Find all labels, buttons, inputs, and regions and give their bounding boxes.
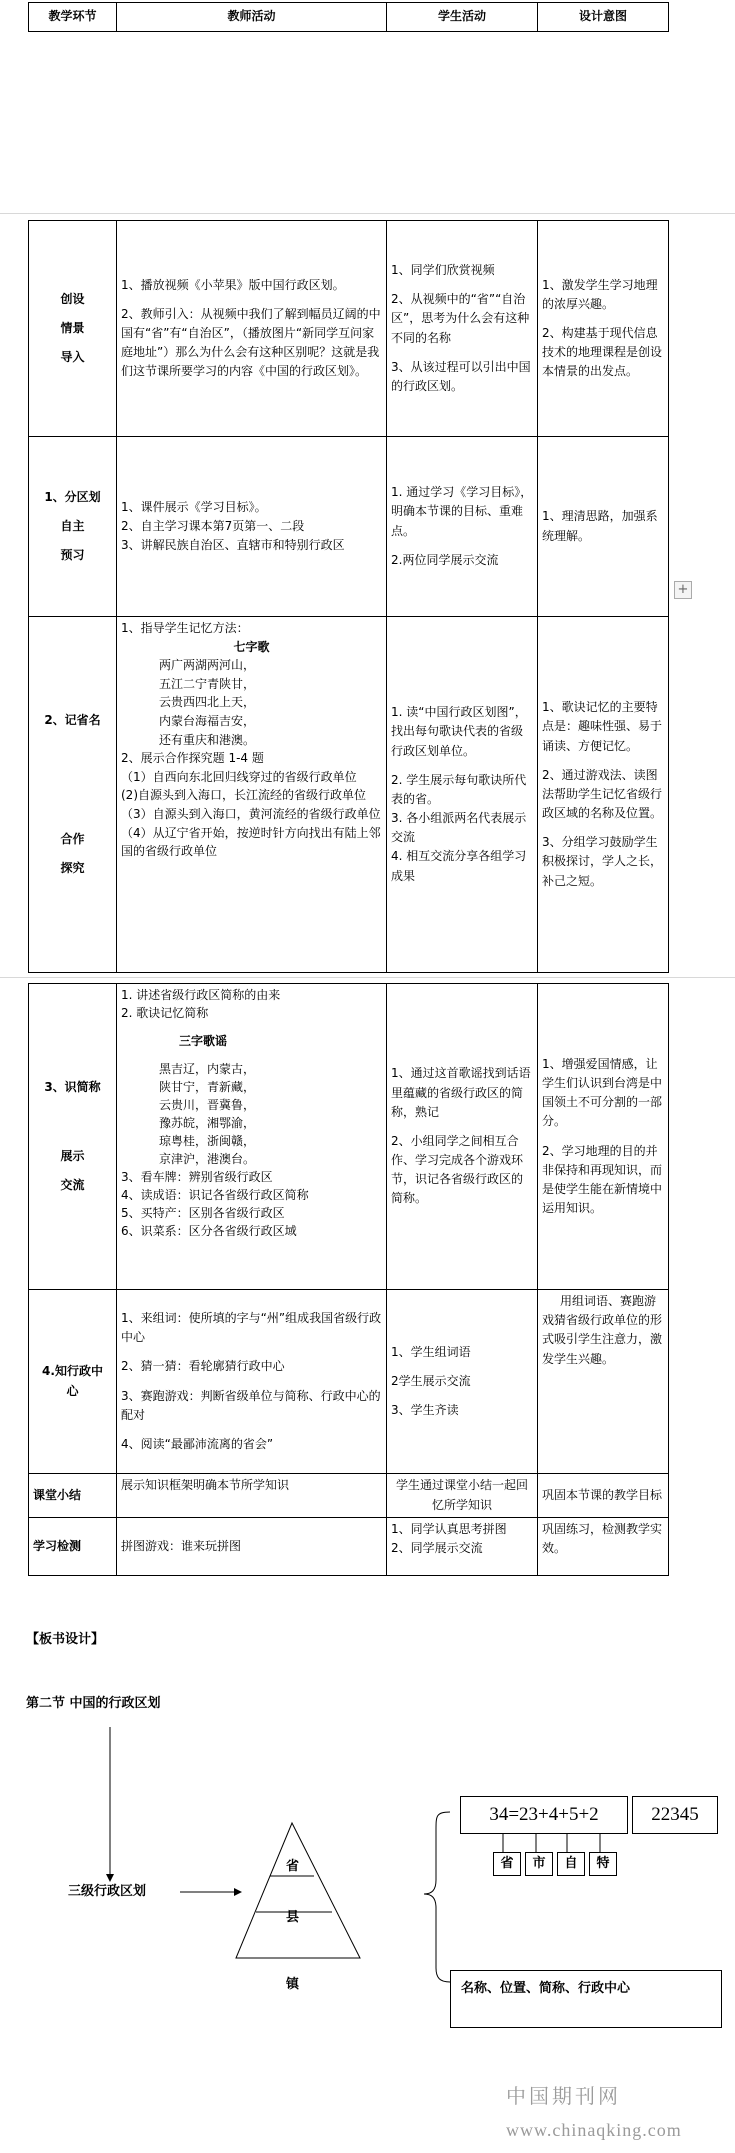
- student-item: 3、学生齐读: [391, 1403, 459, 1418]
- poem-line: 京津沪，港澳台。: [159, 1152, 256, 1166]
- board-title: 第二节 中国的行政区划: [26, 1696, 161, 1711]
- board-heading: 【板书设计】: [26, 1632, 105, 1647]
- stage-text: 探究: [60, 861, 85, 876]
- stage-text: 合作: [60, 831, 85, 846]
- student-item: 1. 读“中国行政区划图”，找出每句歌诀代表的省级行政区划单位。: [391, 705, 527, 758]
- teacher-item: 2、自主学习课本第7页第一、二段: [121, 518, 305, 533]
- teacher-item: 3、赛跑游戏：判断省级单位与简称、行政中心的配对: [121, 1388, 381, 1422]
- design-item: 2、通过游戏法、读图法帮助学生记忆省级行政区域的名称及位置。: [542, 767, 663, 821]
- student-item: 1、同学认真思考拼图: [391, 1522, 507, 1536]
- watermark-logo: 中国期刊网: [506, 2084, 621, 2108]
- poem-line: 琼粤桂，浙闽赣，: [159, 1134, 256, 1148]
- poem-line: 五江二宁青陕甘，: [159, 676, 256, 691]
- teacher-item: 2、展示合作探究题 1-4 题: [121, 751, 264, 766]
- info-text: 名称、位置、简称、行政中心: [461, 1981, 631, 1996]
- design-item: 2、构建基于现代信息技术的地理课程是创设本情景的出发点。: [542, 325, 663, 379]
- student-item: 2. 学生展示每句歌诀所代表的省。: [391, 772, 527, 806]
- formula-box: [460, 1796, 628, 1834]
- design-item: 2、学习地理的目的并非保持和再现知识，而是使学生能在新情境中运用知识。: [542, 1143, 663, 1216]
- teacher-item: （4）从辽宁省开始，按逆时针方向找出有陆上邻国的省级行政单位: [121, 825, 381, 859]
- teacher-item: 3、讲解民族自治区、直辖市和特别行政区: [121, 538, 345, 553]
- design-item: 1、歌诀记忆的主要特点是：趣味性强、易于诵读、方便记忆。: [542, 700, 663, 753]
- stage-text: 学习检测: [33, 1538, 82, 1553]
- stage-text: 2、记省名: [44, 712, 101, 727]
- student-item: 2、从视频中的“省”“自治区”，思考为什么会有这种不同的名称: [391, 292, 530, 345]
- design-item: 1、理清思路，加强系统理解。: [542, 509, 658, 543]
- stage-text: 自主: [60, 518, 85, 533]
- level-label: 三级行政区划: [68, 1884, 147, 1899]
- student-item: 1、通过这首歌谣找到话语里蕴藏的省级行政区的简称，熟记: [391, 1066, 531, 1119]
- type-box-special: 特: [589, 1852, 617, 1876]
- pyramid-town: 镇: [286, 1977, 300, 1992]
- student-item: 2学生展示交流: [391, 1373, 471, 1388]
- stage-text: 心: [66, 1383, 79, 1398]
- number-box: [632, 1796, 718, 1834]
- watermark-url: www.chinaqking.com: [506, 2120, 682, 2140]
- student-item: 3、从该过程可以引出中国的行政区划。: [391, 359, 531, 393]
- teacher-item: 1、课件展示《学习目标》。: [121, 499, 267, 514]
- stage-text: 展示: [60, 1148, 85, 1163]
- poem-line: 豫苏皖，湘鄂渝，: [159, 1116, 256, 1130]
- student-item: 1. 通过学习《学习目标》，明确本节课的目标、重难点。: [391, 485, 533, 538]
- student-item: 2、同学展示交流: [391, 1541, 483, 1556]
- header-teacher: 教师活动: [117, 3, 387, 32]
- teacher-item: 1. 讲述省级行政区简称的由来: [121, 988, 281, 1002]
- student-item: 1、同学们欣赏视频: [391, 262, 495, 277]
- student-item: 1、学生组词语: [391, 1344, 471, 1359]
- teacher-item: 5、买特产：区别各省级行政区: [121, 1206, 285, 1220]
- student-item: 4. 相互交流分享各组学习成果: [391, 849, 527, 883]
- poem-line: 还有重庆和港澳。: [159, 732, 256, 747]
- stage-text: 预习: [60, 548, 85, 563]
- student-item: 3. 各小组派两名代表展示交流: [391, 811, 527, 845]
- stage-text: 交流: [60, 1178, 85, 1193]
- pyramid-province: 省: [286, 1859, 300, 1874]
- teacher-item: 1、播放视频《小苹果》版中国行政区划。: [121, 277, 345, 292]
- design-item: 巩固本节课的教学目标: [542, 1487, 663, 1502]
- teacher-item: （1）自西向东北回归线穿过的省级行政单位: [121, 769, 357, 784]
- poem-line: 云贵西四北上天，: [159, 695, 256, 710]
- poem-title: 三字歌谣: [179, 1034, 228, 1048]
- poem-line: 云贵川，晋冀鲁，: [159, 1098, 256, 1112]
- teacher-item: 展示知识框架明确本节所学知识: [121, 1478, 290, 1492]
- teacher-item: 4、读成语：识记各省级行政区简称: [121, 1188, 309, 1202]
- type-box-city: 市: [525, 1852, 553, 1876]
- student-item: 2、小组同学之间相互合作、学习完成各个游戏环节，识记各省级行政区的简称。: [391, 1133, 524, 1206]
- teacher-item: 3、看车牌：辨别省级行政区: [121, 1170, 273, 1184]
- design-item: 1、激发学生学习地理的浓厚兴趣。: [542, 277, 658, 311]
- poem-title: 七字歌: [233, 639, 270, 654]
- teacher-item: 2、猜一猜：看轮廓猜行政中心: [121, 1359, 285, 1374]
- pyramid-county: 县: [286, 1910, 300, 1925]
- stage-text: 创设: [60, 291, 85, 306]
- teacher-item: （3）自源头到入海口，黄河流经的省级行政单位: [121, 806, 381, 821]
- student-item: 学生通过课堂小结一起回忆所学知识: [395, 1478, 528, 1512]
- design-item: 1、增强爱国情感，让学生们认识到台湾是中国领土不可分割的一部分。: [542, 1056, 663, 1129]
- teacher-item: 6、识菜系：区分各省级行政区域: [121, 1224, 297, 1238]
- teacher-item: 4、阅读“最鄙沛流离的省会”: [121, 1436, 274, 1451]
- number-text: 22345: [651, 1804, 699, 1825]
- teacher-item: 1、指导学生记忆方法：: [121, 621, 249, 635]
- stage-text: 课堂小结: [33, 1487, 82, 1502]
- stage-text: 3、识简称: [44, 1079, 101, 1094]
- teacher-item: 1、来组词：使所填的字与“州”组成我国省级行政中心: [121, 1310, 382, 1345]
- design-item: 用组词语、赛跑游戏猜省级行政单位的形式吸引学生注意力，激发学生兴趣。: [542, 1294, 663, 1366]
- teacher-item: (2)自源头到入海口，长江流经的省级行政单位: [121, 788, 366, 803]
- teacher-item: 拼图游戏：谁来玩拼图: [121, 1538, 242, 1553]
- stage-text: 导入: [60, 350, 85, 365]
- teacher-item: 2、教师引入：从视频中我们了解到幅员辽阔的中国有“省”有“自治区”，（播放图片“新同学互问家庭地址”）那么为什么会有这种区别呢？这就是我们这节课所要学习的内容《中国的行政区划》。: [121, 306, 381, 379]
- expand-icon[interactable]: +: [674, 581, 692, 599]
- type-box-province: 省: [493, 1852, 521, 1876]
- poem-line: 内蒙台海福吉安，: [159, 713, 256, 728]
- teacher-item: 2. 歌诀记忆简称: [121, 1006, 209, 1020]
- stage-text: 4.知行政中: [42, 1364, 103, 1379]
- formula-text: 34=23+4+5+2: [489, 1804, 599, 1825]
- stage-text: 情景: [60, 320, 85, 335]
- design-item: 3、分组学习鼓励学生积极探讨，学人之长，补己之短。: [542, 835, 663, 888]
- poem-line: 陕甘宁，青新藏，: [159, 1080, 256, 1094]
- student-item: 2.两位同学展示交流: [391, 552, 499, 567]
- info-box: [450, 1970, 722, 2028]
- header-stage: 教学环节: [29, 3, 117, 32]
- poem-line: 两广两湖两河山，: [159, 658, 256, 673]
- header-design: 设计意图: [538, 3, 669, 32]
- design-item: 巩固练习，检测教学实效。: [542, 1522, 663, 1556]
- stage-text: 1、分区划: [44, 489, 101, 504]
- header-student: 学生活动: [387, 3, 538, 32]
- poem-line: 黑吉辽，内蒙古，: [159, 1062, 256, 1076]
- type-box-autonomous: 自: [557, 1852, 585, 1876]
